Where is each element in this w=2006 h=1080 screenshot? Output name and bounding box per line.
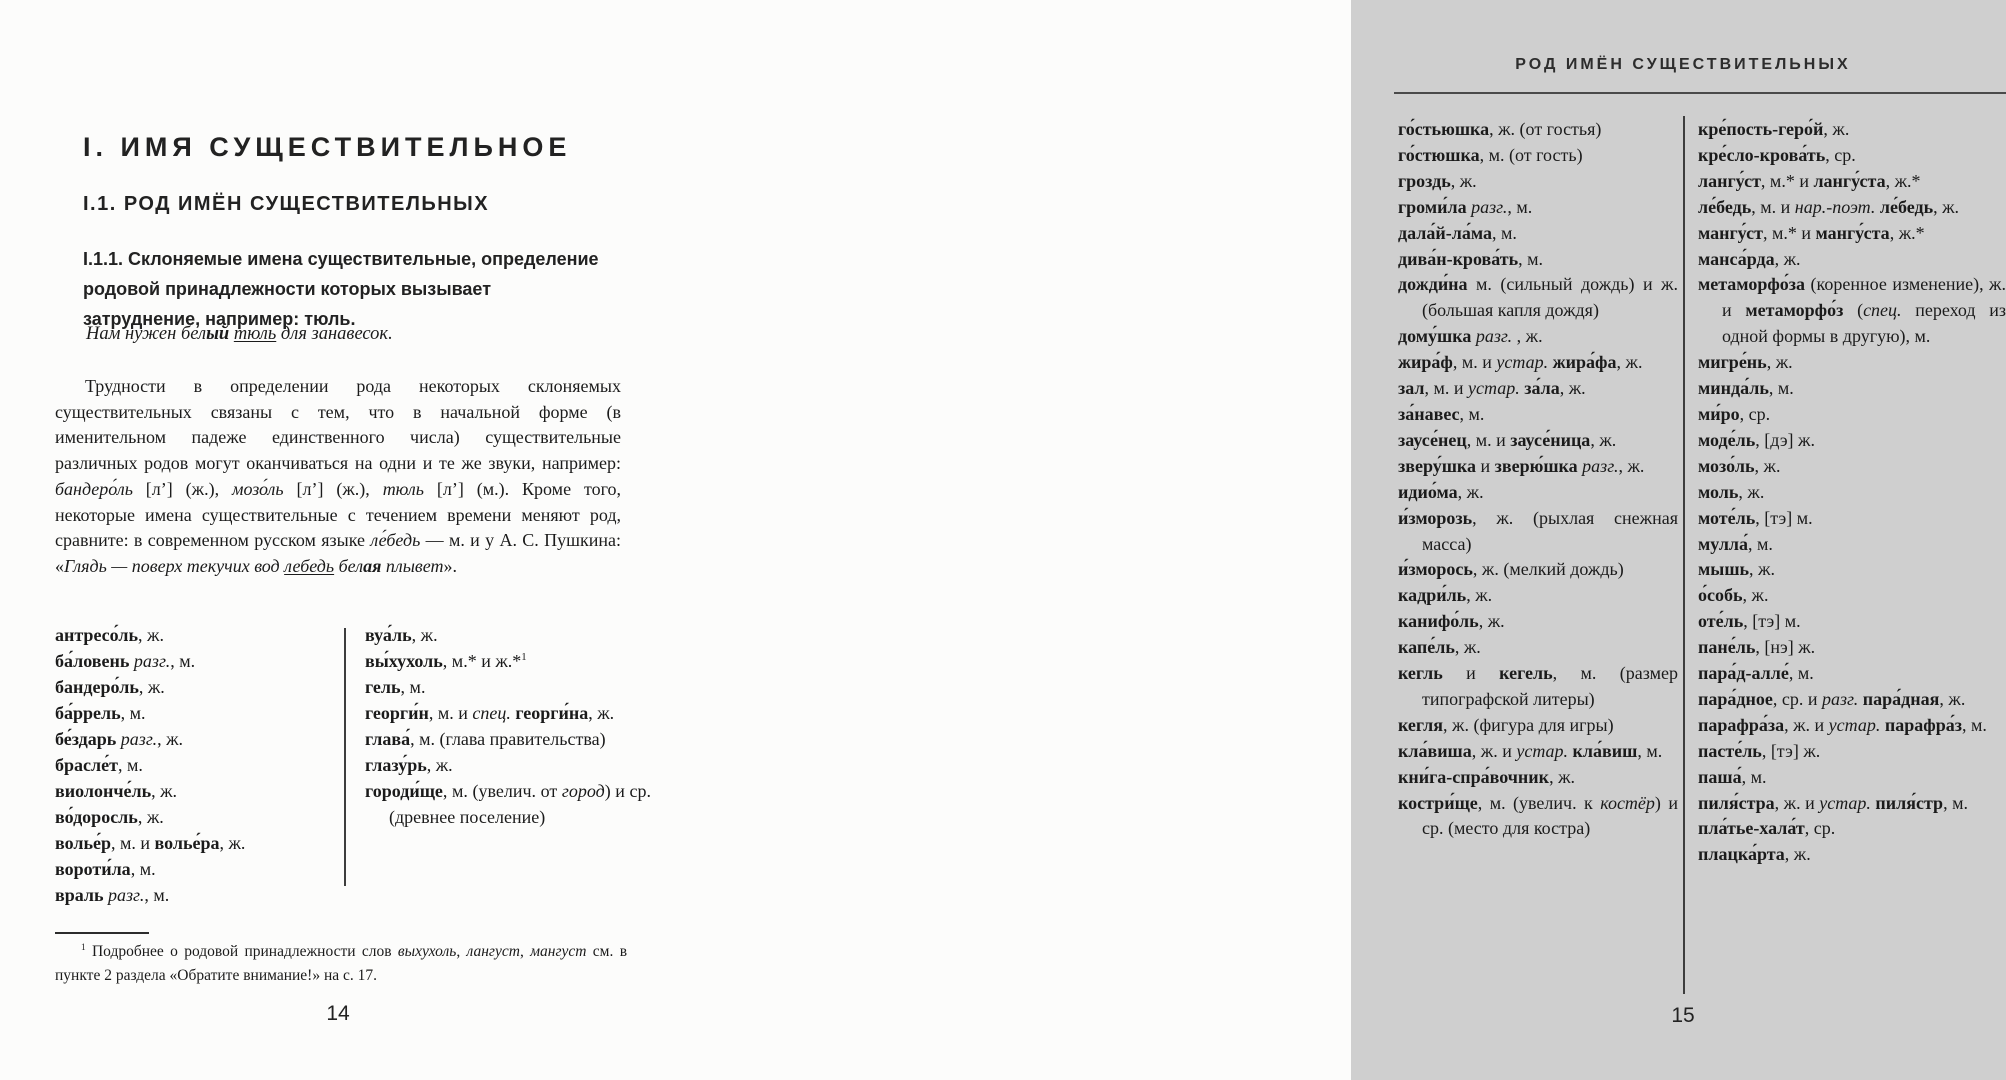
footnote-rule (55, 932, 149, 934)
dictionary-entry: и́зморозь, ж. (рыхлая снежная масса) (1398, 507, 1678, 554)
dictionary-entry: ба́ррель, м. (55, 703, 146, 723)
dictionary-entry: дива́н-крова́ть, м. (1398, 248, 1544, 269)
dictionary-entry: пла́тье-хала́т, ср. (1698, 818, 1836, 839)
dictionary-entry: мангу́ст, м.* и мангу́ста, ж.* (1698, 222, 1925, 243)
dictionary-entry: вороти́ла, м. (55, 859, 156, 879)
dictionary-entry: о́собь, ж. (1698, 585, 1769, 606)
dictionary-entry: метаморфо́за (коренное изменение), ж. и метаморфо́з (спец. переход из одной формы в другую), м. (1698, 274, 2006, 347)
dictionary-entry: паша́, м. (1698, 766, 1767, 787)
dictionary-entry: георги́н, м. и спец. георги́на, ж. (365, 703, 615, 723)
dictionary-entry: вы́хухоль, м.* и ж.*$^1$ (365, 651, 527, 671)
dictionary-entry: плацка́рта, ж. (1698, 844, 1811, 865)
running-head: РОД ИМЁН СУЩЕСТВИТЕЛЬНЫХ (1515, 56, 1851, 73)
dictionary-entry: заусе́нец, м. и заусе́ница, ж. (1398, 429, 1617, 450)
dictionary-entry: лангу́ст, м.* и лангу́ста, ж.* (1698, 170, 1921, 191)
dictionary-entry: громи́ла разг., м. (1398, 196, 1533, 217)
dictionary-entry: брасле́т, м. (55, 755, 143, 775)
dictionary-entry: дала́й-ла́ма, м. (1398, 222, 1517, 243)
dictionary-entry: канифо́ль, ж. (1398, 611, 1505, 632)
dictionary-entry: бе́здарь разг., ж. (55, 729, 184, 749)
dictionary-entry: бандеро́ль, ж. (55, 677, 165, 697)
dictionary-entry: ба́ловень разг., м. (55, 651, 196, 671)
dictionary-entry: кегль и кегель, м. (размер типографской литеры) (1398, 663, 1678, 709)
dictionary-entry: кла́виша, ж. и устар. кла́виш, м. (1398, 740, 1663, 761)
dictionary-entry: мозо́ль, ж. (1698, 455, 1781, 476)
page-number-left: 14 (326, 1002, 350, 1025)
word-list-left-column-1 (55, 622, 337, 908)
word-list-right-column-2 (1698, 117, 2006, 868)
running-head-rule (1394, 92, 2006, 94)
word-list-right-column-1 (1398, 117, 1678, 842)
dictionary-entry: моте́ль, [тэ] м. (1698, 507, 1813, 528)
dictionary-entry: глазу́рь, ж. (365, 755, 453, 775)
chapter-title: I. ИМЯ СУЩЕСТВИТЕЛЬНОЕ (83, 132, 572, 163)
dictionary-entry: дожди́на м. (сильный дождь) и ж. (большая капля дождя) (1398, 274, 1678, 321)
column-divider (344, 628, 346, 886)
dictionary-entry: оте́ль, [тэ] м. (1698, 611, 1801, 632)
dictionary-entry: ле́бедь, м. и нар.-поэт. ле́бедь, ж. (1698, 196, 1960, 217)
left-page (0, 0, 676, 1080)
dictionary-entry: мышь, ж. (1698, 559, 1775, 580)
dictionary-entry: мигре́нь, ж. (1698, 352, 1793, 373)
dictionary-entry: мулла́, м. (1698, 533, 1773, 554)
dictionary-entry: дому́шка разг. , ж. (1398, 326, 1543, 347)
dictionary-entry: манса́рда, ж. (1698, 248, 1801, 269)
dictionary-entry: пара́д-алле́, м. (1698, 663, 1814, 684)
dictionary-entry: ми́ро, ср. (1698, 403, 1771, 424)
word-list-left-column-2 (365, 622, 651, 830)
dictionary-entry: капе́ль, ж. (1398, 637, 1481, 658)
dictionary-entry: моде́ль, [дэ] ж. (1698, 429, 1815, 450)
dictionary-entry: и́зморось, ж. (мелкий дождь) (1398, 559, 1624, 580)
dictionary-entry: кре́пость-геро́й, ж. (1698, 119, 1850, 139)
example-sentence: Нам нужен белый тюль для занавесок. (86, 324, 393, 344)
dictionary-entry: городи́ще, м. (увелич. от город) и ср. (древнее поселение) (365, 781, 651, 827)
dictionary-entry: пане́ль, [нэ] ж. (1698, 637, 1816, 658)
dictionary-entry: гель, м. (365, 677, 426, 697)
dictionary-entry: кни́га-спра́вочник, ж. (1398, 766, 1575, 787)
footnote: $^1$ Подробнее о родовой принадлежности слов выхухоль, лангуст, мангуст см. в пункте 2 раздела «Обратите внимание!» на с. 17. (55, 942, 628, 984)
dictionary-entry: пасте́ль, [тэ] ж. (1698, 740, 1821, 761)
dictionary-entry: антресо́ль, ж. (55, 625, 164, 645)
dictionary-entry: виолонче́ль, ж. (55, 781, 178, 801)
dictionary-entry: за́навес, м. (1398, 403, 1485, 424)
dictionary-entry: гроздь, ж. (1398, 170, 1477, 191)
dictionary-entry: зал, м. и устар. за́ла, ж. (1398, 378, 1586, 399)
dictionary-entry: глава́, м. (глава правительства) (365, 729, 606, 749)
dictionary-entry: кегля, ж. (фигура для игры) (1398, 714, 1614, 735)
dictionary-entry: кадри́ль, ж. (1398, 585, 1493, 606)
page-number-right: 15 (1671, 1004, 1695, 1027)
dictionary-entry: идио́ма, ж. (1398, 481, 1484, 502)
dictionary-entry: пиля́стра, ж. и устар. пиля́стр, м. (1698, 792, 1968, 813)
subsection-heading: I.1.1. Склоняемые имена существительные, определение родовой принадлежности которых вызывает затруднение, например: тюль. (83, 249, 599, 329)
dictionary-entry: минда́ль, м. (1698, 378, 1794, 399)
dictionary-entry: моль, ж. (1698, 481, 1765, 502)
dictionary-entry: пара́дное, ср. и разг. пара́дная, ж. (1698, 688, 1966, 709)
dictionary-entry: зверу́шка и зверю́шка разг., ж. (1398, 455, 1645, 476)
dictionary-entry: костри́ще, м. (увелич. к костёр) и ср. (место для костра) (1398, 792, 1678, 839)
dictionary-entry: волье́р, м. и волье́ра, ж. (55, 833, 246, 853)
dictionary-entry: вуа́ль, ж. (365, 625, 438, 645)
dictionary-entry: парафра́за, ж. и устар. парафра́з, м. (1698, 714, 1987, 735)
section-heading: I.1. РОД ИМЁН СУЩЕСТВИТЕЛЬНЫХ (83, 192, 490, 215)
dictionary-entry: враль разг., м. (55, 885, 170, 905)
dictionary-entry: го́стюшка, м. (от гость) (1398, 144, 1583, 165)
right-page (676, 0, 2006, 1080)
dictionary-entry: кре́сло-крова́ть, ср. (1698, 144, 1856, 165)
dictionary-entry: во́доросль, ж. (55, 807, 164, 827)
dictionary-entry: го́стьюшка, ж. (от гостья) (1398, 119, 1602, 139)
dictionary-entry: жира́ф, м. и устар. жира́фа, ж. (1398, 352, 1643, 373)
intro-paragraph: Трудности в определении рода некоторых склоняемых существительных связаны с тем, что в начальной форме (в именительном падеже единственного числа) существительные различных родов могут оканчиваться на одни и те же звуки, например: бандеро́ль [л’] (ж.), мозо́ль [л’] (ж.), тюль [л’] (м.). Кроме того, некоторые имена существительные с течением времени меняют род, сравните: в современном русском языке ле́бедь — м. и у А. С. Пушкина: «Глядь — поверх текучих вод лебедь белая плывет». (55, 376, 622, 576)
column-divider (1683, 116, 1685, 994)
